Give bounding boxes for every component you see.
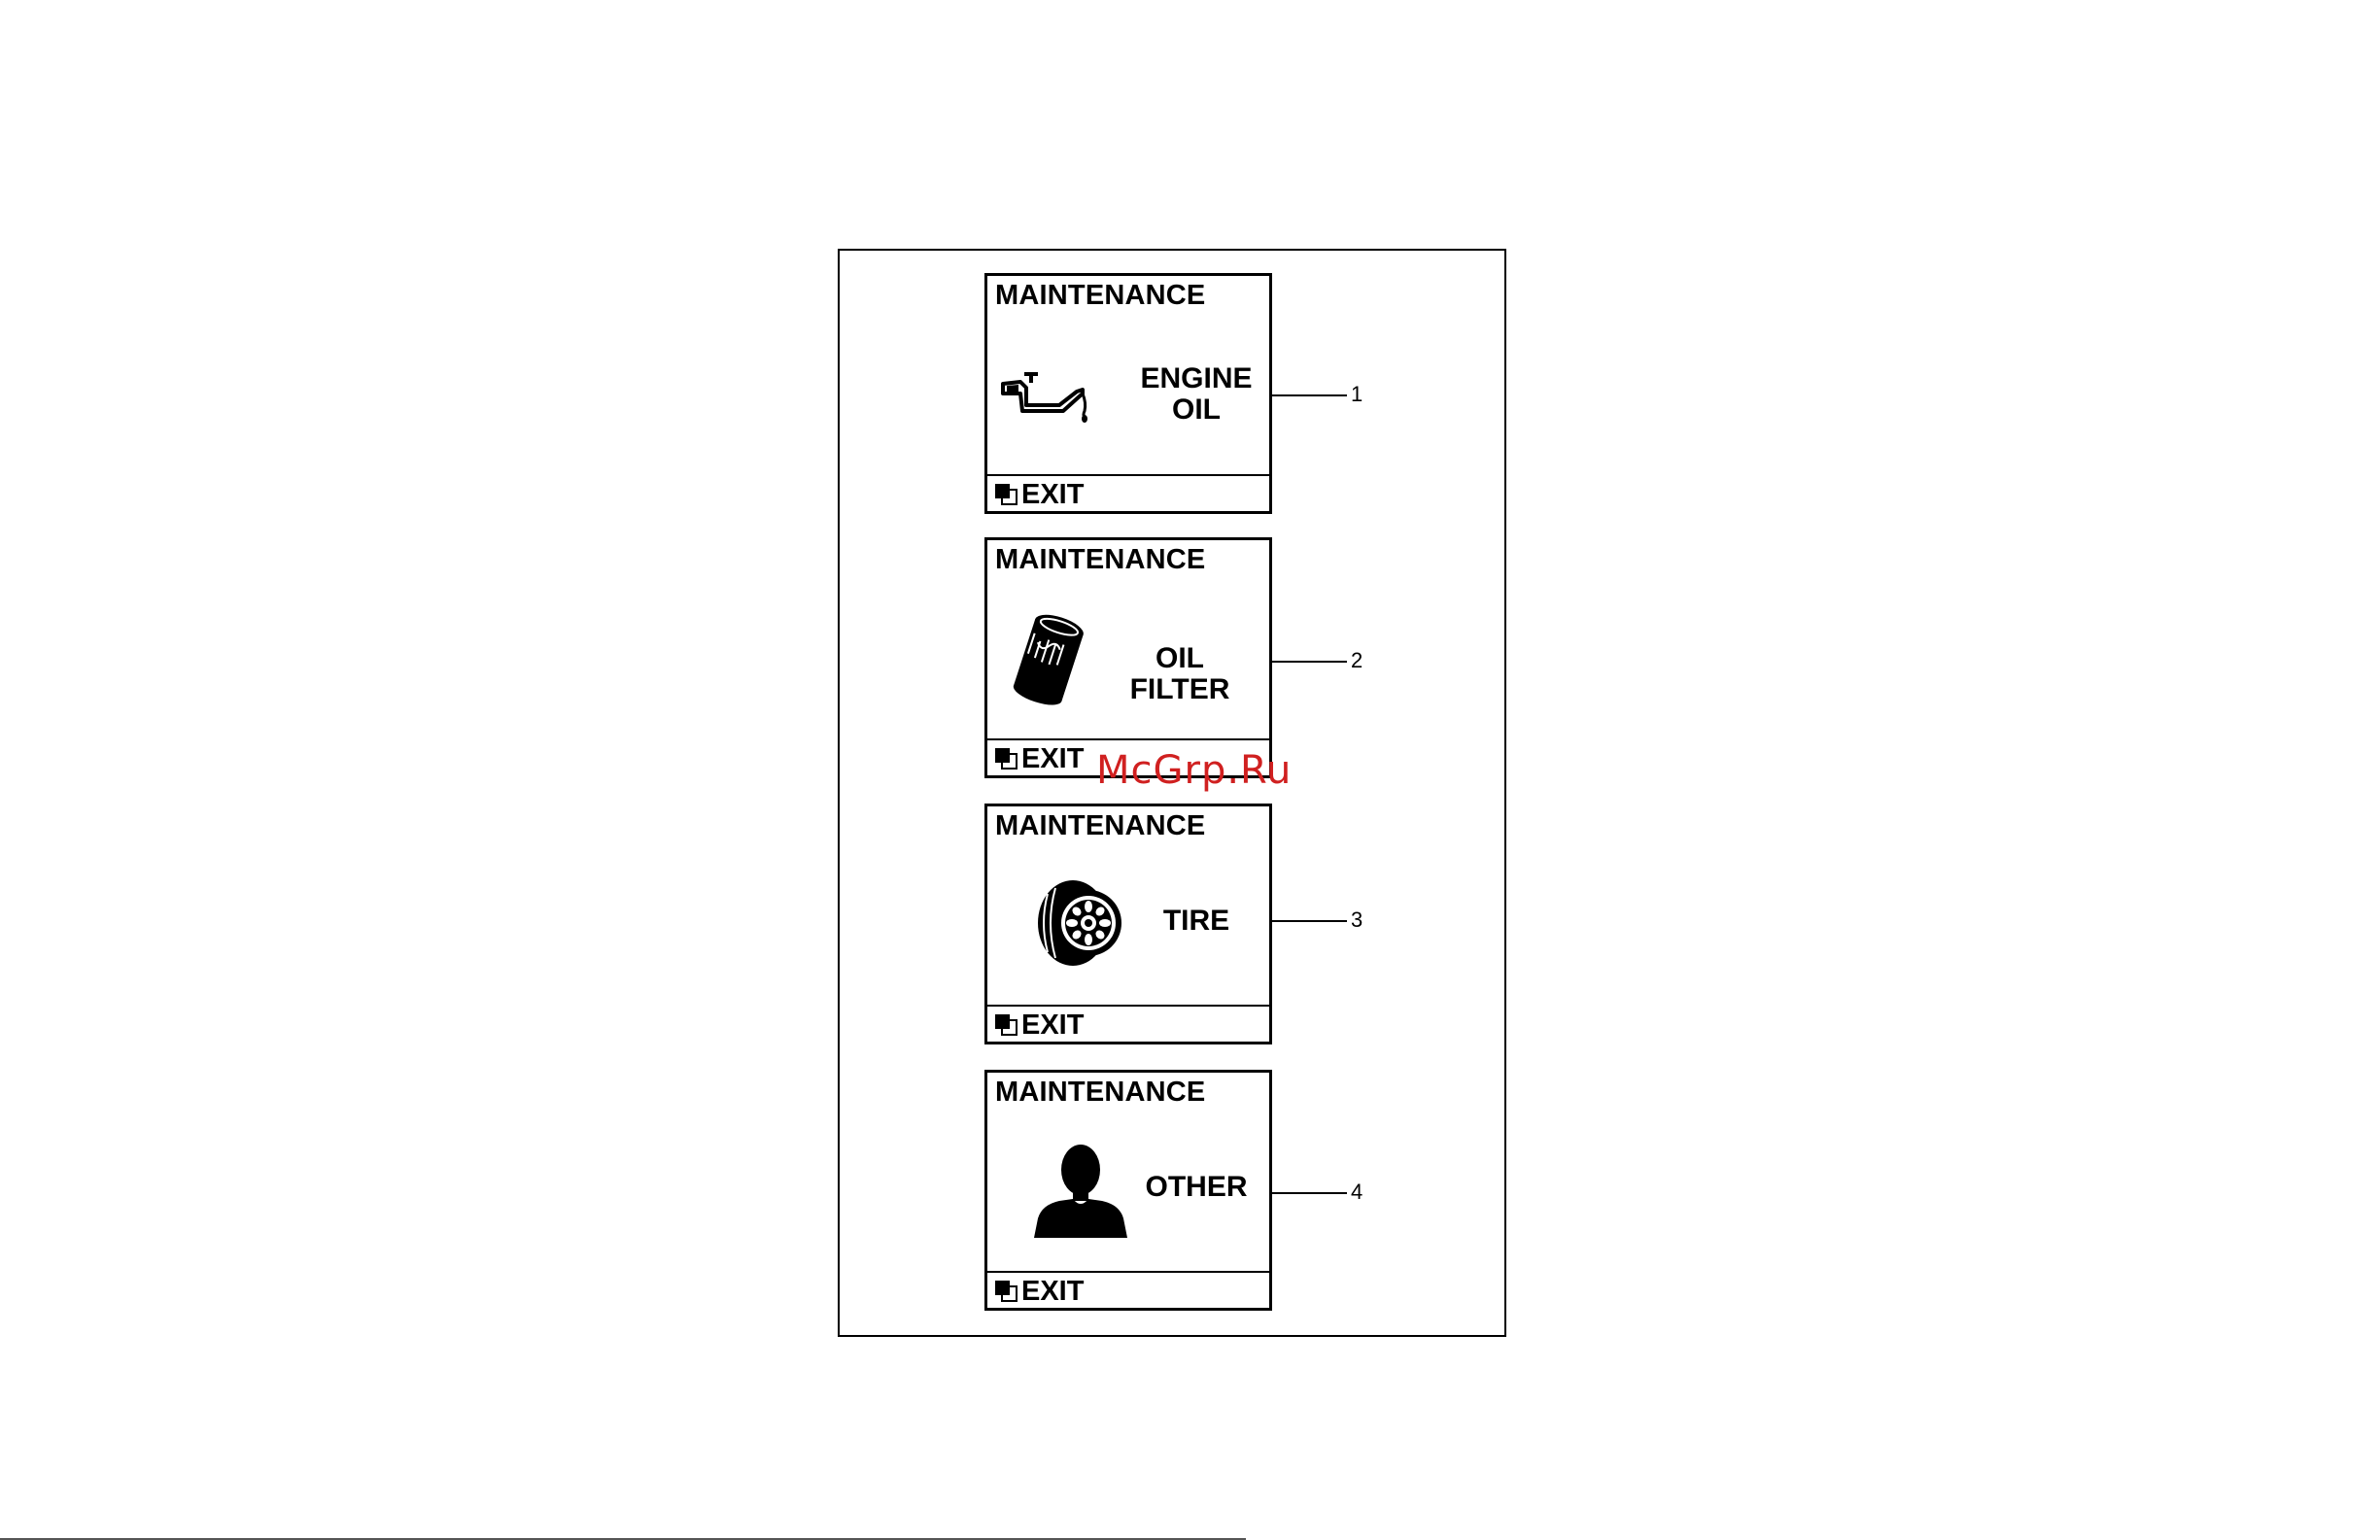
screen-engine-oil: [984, 273, 1272, 514]
exit-label[interactable]: EXIT: [1021, 1276, 1085, 1307]
item-label: TIRE: [1162, 905, 1230, 937]
callout-number-1: 1: [1351, 382, 1363, 406]
screen-tire: [984, 804, 1272, 1044]
item-label: [1133, 363, 1259, 426]
screen-title: MAINTENANCE: [995, 544, 1206, 575]
screen-title: MAINTENANCE: [995, 810, 1206, 841]
callout-number-4: 4: [1351, 1180, 1363, 1204]
tire-icon: [1032, 874, 1129, 972]
oil-can-icon: [999, 368, 1096, 427]
screen-title: MAINTENANCE: [995, 1077, 1206, 1108]
exit-label[interactable]: EXIT: [1021, 1010, 1085, 1041]
item-label: OIL FILTER: [1129, 642, 1230, 705]
callout-number-2: 2: [1351, 648, 1363, 672]
exit-icon: [994, 483, 1019, 506]
screen-footer: [987, 1005, 1269, 1042]
exit-label[interactable]: EXIT: [1021, 479, 1085, 510]
exit-label[interactable]: EXIT: [1021, 743, 1085, 774]
person-icon: [1030, 1139, 1131, 1240]
screen-oil-filter: [984, 537, 1272, 778]
callout-line-4: [1272, 1192, 1347, 1194]
exit-icon: [994, 1280, 1019, 1303]
watermark: McGrp.Ru: [1096, 748, 1293, 793]
exit-icon: [994, 1013, 1019, 1037]
item-label-line1: ENGINE: [1140, 362, 1253, 394]
screen-title: MAINTENANCE: [995, 280, 1206, 311]
screen-other: [984, 1070, 1272, 1311]
callout-number-3: 3: [1351, 907, 1363, 932]
oil-filter-icon: [1007, 606, 1094, 708]
screen-footer: [987, 1271, 1269, 1308]
exit-icon: [994, 747, 1019, 770]
item-label: OTHER: [1145, 1171, 1248, 1203]
screen-footer: [987, 474, 1269, 511]
callout-line-1: [1272, 394, 1347, 396]
callout-line-3: [1272, 920, 1347, 922]
item-label-line2: OIL: [1172, 394, 1221, 426]
callout-line-2: [1272, 661, 1347, 663]
